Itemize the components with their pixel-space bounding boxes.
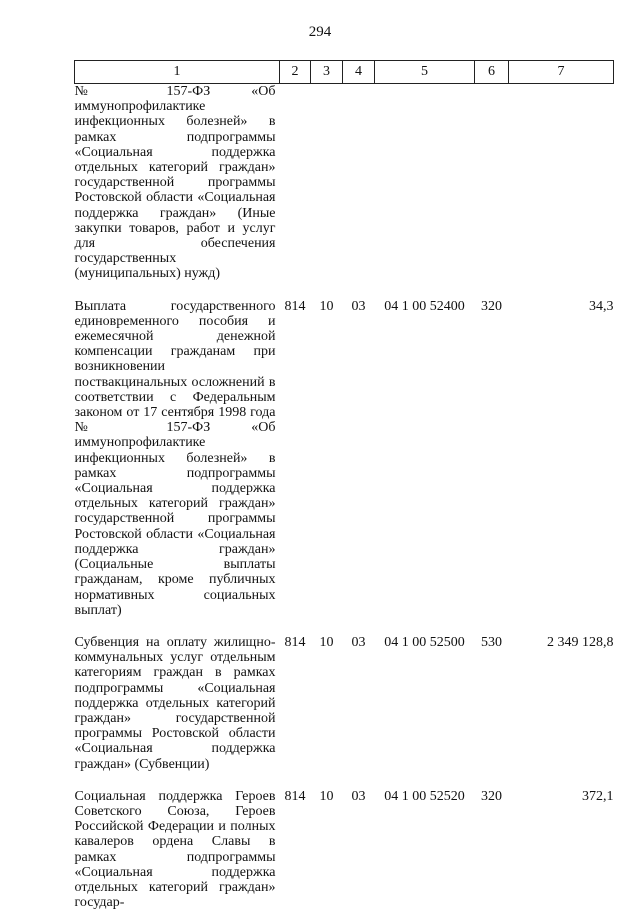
row-subsection: 03 bbox=[343, 299, 375, 618]
header-row bbox=[75, 61, 614, 84]
budget-table bbox=[74, 60, 614, 910]
row-name: Субвенция на оплату жилищно-коммунальных услуг отдельным категориям граждан в рамках подпрограммы «Социальная поддержка отдельных категорий граждан» государственной программы Ростовской области «Социальная поддержка граждан» (Субвенции) bbox=[75, 635, 280, 772]
row-target: 04 1 00 52520 bbox=[375, 789, 475, 910]
row-name: № 157-ФЗ «Об иммунопрофилактике инфекционных болезней» в рамках подпрограммы «Социальная поддержка отдельных категорий граждан» государственной программы Ростовской области «Социальная поддержка граждан» (Иные закупки товаров, работ и услуг для обеспечения государственных (муниципальных) нужд) bbox=[75, 84, 280, 282]
table-row bbox=[75, 84, 614, 282]
header-col-2: 2 bbox=[280, 61, 311, 84]
row-ministry: 814 bbox=[280, 635, 311, 772]
row-type: 320 bbox=[475, 789, 509, 910]
row-section: 10 bbox=[311, 299, 343, 618]
row-name: Выплата государственного единовременного пособия и ежемесячной денежной компенсации гражданам при возникновении поствакцинальных осложнений в соответствии с Федеральным законом от 17 сентября 1998 года № 157-ФЗ «Об иммунопрофилактике инфекционных болезней» в рамках подпрограммы «Социальная поддержка отдельных категорий граждан» государственной программы Ростовской области «Социальная поддержка граждан» (Социальные выплаты гражданам, кроме публичных нормативных социальных выплат) bbox=[75, 299, 280, 618]
row-amount: 2 349 128,8 bbox=[509, 635, 614, 772]
row-ministry: 814 bbox=[280, 789, 311, 910]
table-row bbox=[75, 789, 614, 910]
row-ministry: 814 bbox=[280, 299, 311, 618]
header-col-3: 3 bbox=[311, 61, 343, 84]
row-type bbox=[475, 84, 509, 282]
row-subsection: 03 bbox=[343, 789, 375, 910]
table-row bbox=[75, 635, 614, 772]
row-section: 10 bbox=[311, 635, 343, 772]
row-section bbox=[311, 84, 343, 282]
row-amount: 34,3 bbox=[509, 299, 614, 618]
row-target: 04 1 00 52500 bbox=[375, 635, 475, 772]
row-target bbox=[375, 84, 475, 282]
row-type: 530 bbox=[475, 635, 509, 772]
row-name: Социальная поддержка Героев Советского Союза, Героев Российской Федерации и полных кавалеров ордена Славы в рамках подпрограммы «Социальная поддержка отдельных категорий граждан» государ- bbox=[75, 789, 280, 910]
header-col-4: 4 bbox=[343, 61, 375, 84]
table-body bbox=[75, 84, 614, 910]
row-spacer bbox=[75, 282, 614, 299]
header-col-5: 5 bbox=[375, 61, 475, 84]
page-number: 294 bbox=[0, 24, 640, 41]
row-type: 320 bbox=[475, 299, 509, 618]
header-col-1: 1 bbox=[75, 61, 280, 84]
row-spacer bbox=[75, 772, 614, 789]
row-ministry bbox=[280, 84, 311, 282]
table-header bbox=[75, 61, 614, 84]
row-amount bbox=[509, 84, 614, 282]
row-section: 10 bbox=[311, 789, 343, 910]
row-spacer bbox=[75, 618, 614, 635]
row-subsection bbox=[343, 84, 375, 282]
row-amount: 372,1 bbox=[509, 789, 614, 910]
row-target: 04 1 00 52400 bbox=[375, 299, 475, 618]
table-row bbox=[75, 299, 614, 618]
header-col-7: 7 bbox=[509, 61, 614, 84]
header-col-6: 6 bbox=[475, 61, 509, 84]
row-subsection: 03 bbox=[343, 635, 375, 772]
